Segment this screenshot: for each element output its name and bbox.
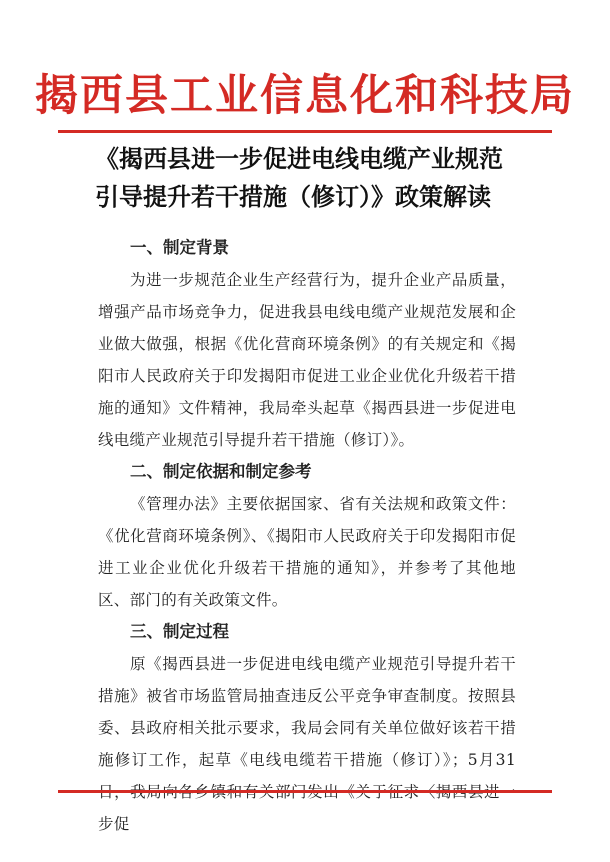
document-body	[98, 232, 516, 840]
masthead-organization: 揭西县工业信息化和科技局	[35, 71, 575, 121]
masthead-divider	[58, 130, 552, 133]
section-paragraph: 《管理办法》主要依据国家、省有关法规和政策文件：《优化营商环境条例》、《揭阳市人民政府关于印发揭阳市促进工业企业优化升级若干措施的通知》，并参考了其他地区、部门的有关政策文件。	[98, 495, 516, 609]
section-heading: 三、制定过程	[130, 622, 229, 641]
document-title: 《揭西县进一步促进电线电缆产业规范引导提升若干措施（修订）》政策解读	[95, 144, 503, 211]
section-heading: 二、制定依据和制定参考	[130, 462, 312, 481]
section-background	[98, 232, 516, 456]
section-heading: 一、制定背景	[130, 238, 229, 257]
section-paragraph: 为进一步规范企业生产经营行为，提升企业产品质量，增强产品市场竞争力，促进我县电线电缆产业规范发展和企业做大做强，根据《优化营商环境条例》的有关规定和《揭阳市人民政府关于印发揭阳市促进工业企业优化升级若干措施的通知》文件精神，我局牵头起草《揭西县进一步促进电线电缆产业规范引导提升若干措施（修订）》。	[98, 271, 516, 449]
footer-divider	[58, 790, 552, 793]
section-process	[98, 616, 516, 840]
section-paragraph: 原《揭西县进一步促进电线电缆产业规范引导提升若干措施》被省市场监管局抽查违反公平竞争审查制度。按照县委、县政府相关批示要求，我局会同有关单位做好该若干措施修订工作，起草《电线电缆若干措施（修订）》；5月31 步促	[98, 655, 516, 833]
section-basis	[98, 456, 516, 616]
